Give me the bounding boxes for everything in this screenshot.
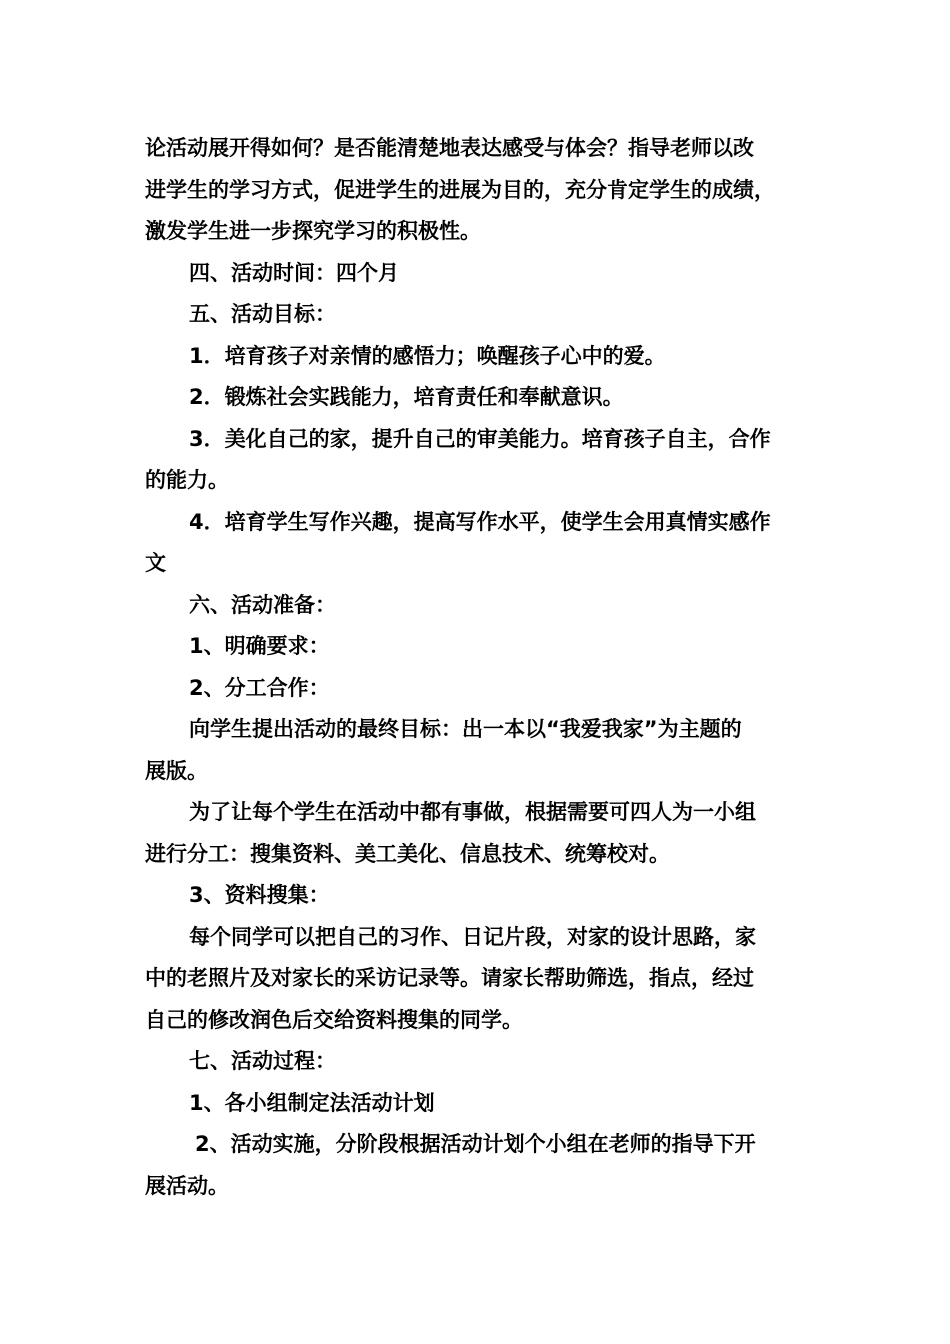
section-heading: 四、活动时间：四个月: [189, 260, 399, 285]
section-heading: 六、活动准备：: [189, 592, 336, 617]
text-line: 论活动展开得如何？是否能清楚地表达感受与体会？指导老师以改: [145, 136, 754, 160]
text-line: 激发学生进一步探究学习的积极性。: [145, 219, 481, 243]
list-item: 4．培育学生写作兴趣，提高写作水平，使学生会用真情实感作: [189, 509, 771, 534]
text-line: 自己的修改润色后交给资料搜集的同学。: [145, 1007, 523, 1032]
paragraph-line: 为了让每个学生在活动中都有事做，根据需要可四人为一小组: [189, 800, 756, 824]
section-heading: 五、活动目标：: [189, 302, 336, 326]
list-item: 3、资料搜集：: [189, 883, 330, 907]
text-line: 展活动。: [145, 1173, 229, 1198]
list-item: 2、分工合作：: [189, 675, 330, 700]
list-item: 2．锻炼社会实践能力，培育责任和奉献意识。: [189, 385, 624, 409]
text-line: 展版。: [145, 758, 208, 783]
paragraph-line: 每个同学可以把自己的习作、日记片段，对家的设计思路，家: [189, 924, 756, 949]
list-item: 1、各小组制定法活动计划: [189, 1090, 435, 1115]
text-line: 文: [145, 551, 166, 575]
list-item: 1、明确要求：: [189, 634, 330, 658]
list-item: 1．培育孩子对亲情的感悟力；唤醒孩子心中的爱。: [189, 343, 666, 368]
document-body: [145, 128, 810, 1207]
text-line: 中的老照片及对家长的采访记录等。请家长帮助筛选，指点，经过: [145, 966, 754, 990]
text-line: 的能力。: [145, 468, 229, 492]
paragraph-line: 向学生提出活动的最终目标：出一本以“我爱我家”为主题的: [189, 717, 742, 741]
list-item: 3．美化自己的家，提升自己的审美能力。培育孩子自主，合作: [189, 426, 771, 451]
text-line: 进学生的学习方式，促进学生的进展为目的，充分肯定学生的成绩，: [145, 177, 775, 202]
list-item: 2、活动实施，分阶段根据活动计划个小组在老师的指导下开: [195, 1132, 756, 1156]
section-heading: 七、活动过程：: [189, 1049, 336, 1073]
text-line: 进行分工：搜集资料、美工美化、信息技术、统筹校对。: [145, 841, 670, 866]
